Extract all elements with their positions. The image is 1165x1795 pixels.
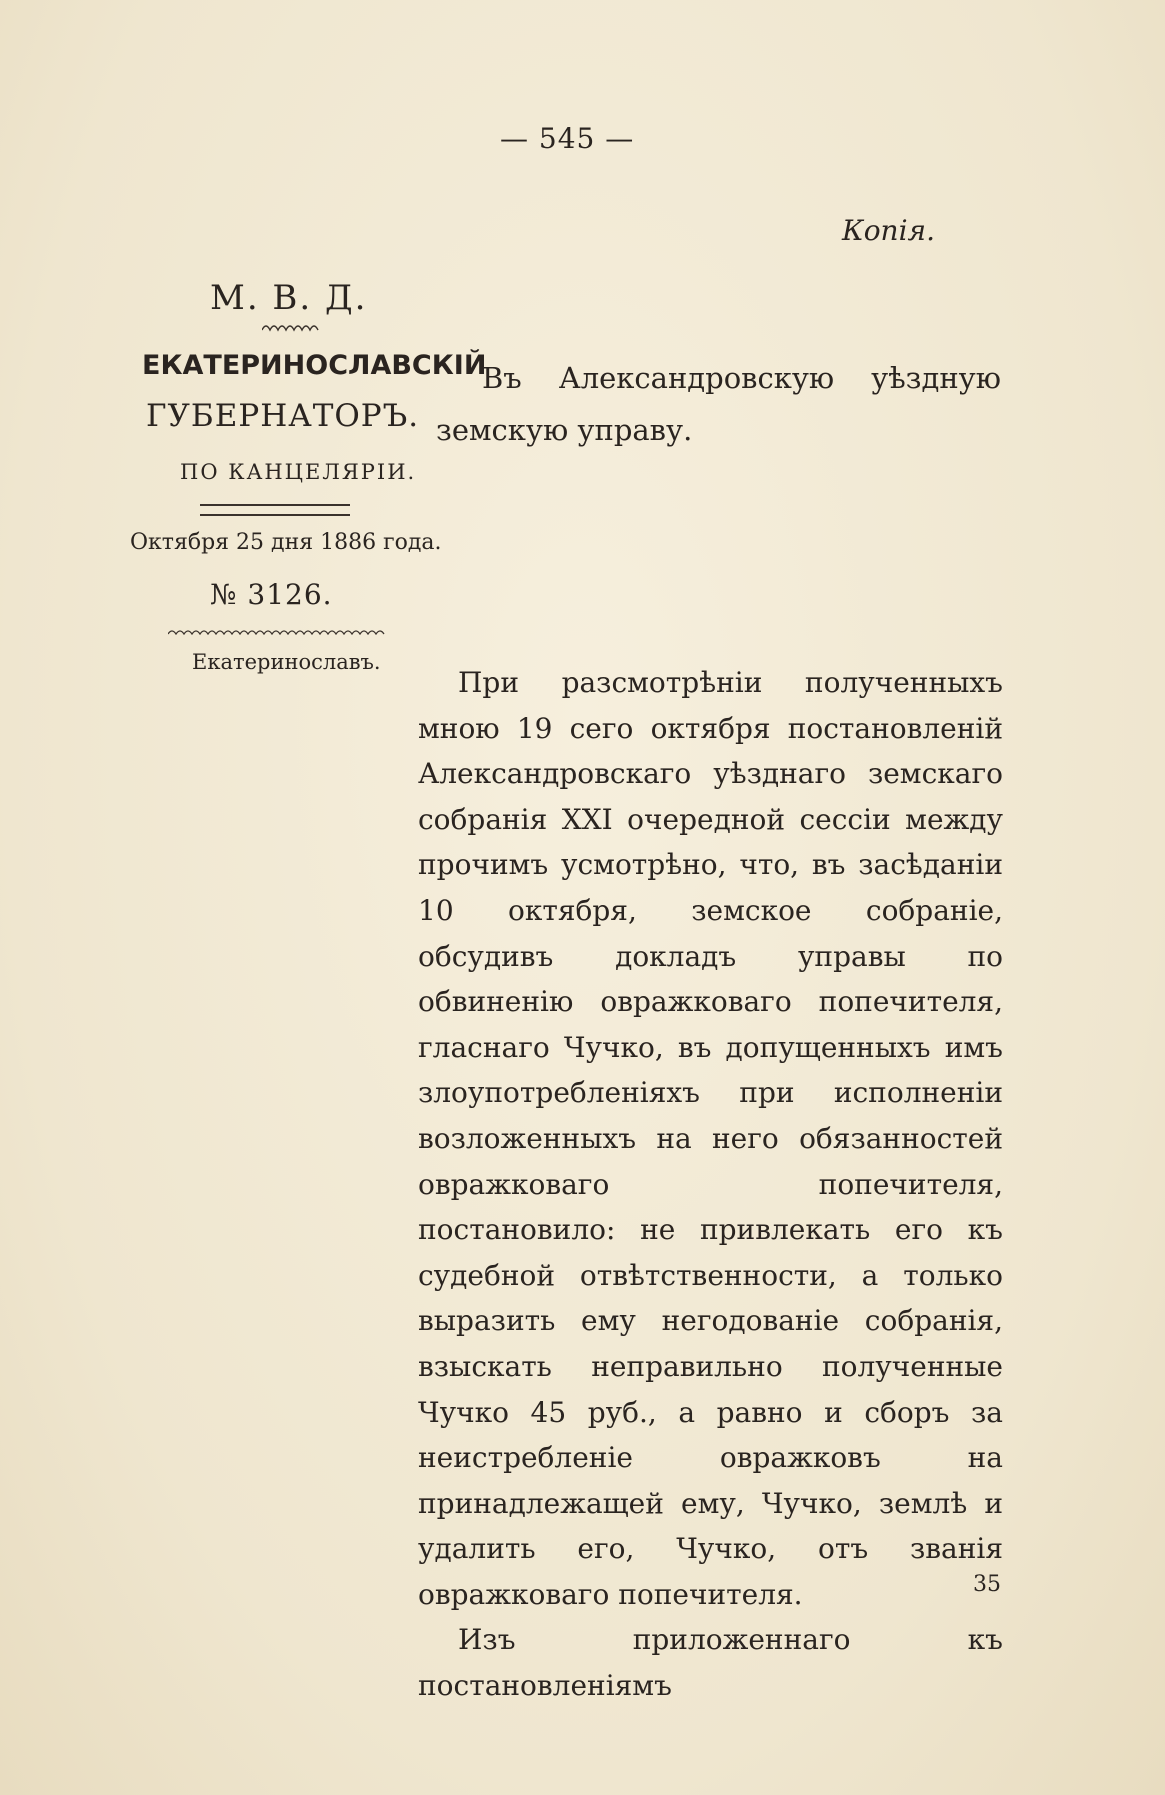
document-number: № 3126. bbox=[210, 578, 333, 611]
body-paragraph-2: Изъ приложеннаго къ постановленіямъ bbox=[418, 1623, 1003, 1703]
page-number: — 545 — bbox=[500, 122, 635, 155]
wavy-underline-ornament bbox=[262, 322, 320, 332]
copy-mark: Копія. bbox=[842, 214, 935, 247]
addressee-block bbox=[436, 352, 1001, 456]
governor-title-line2: ГУБЕРНАТОРЪ. bbox=[146, 398, 420, 434]
letter-body bbox=[418, 660, 1003, 1709]
addressee-text: Въ Александровскую уѣздную земскую управу. bbox=[436, 361, 1001, 447]
chancery-label: ПО КАНЦЕЛЯРІИ. bbox=[180, 460, 417, 484]
city-name: Екатеринославъ. bbox=[192, 650, 381, 674]
printer-signature-mark: 35 bbox=[973, 1572, 1001, 1597]
body-paragraph-1: При разсмотрѣніи полученныхъ мною 19 сего октября постановленій Александровскаго уѣзднаго земскаго собранія XXI очередной сессіи между прочимъ усмотрѣно, что, въ засѣданіи 10 октября, земское собраніе, обсудивъ докладъ управы по обвиненію овражковаго попечителя, гласнаго Чучко, въ допущенныхъ имъ злоупотребленіяхъ при исполненіи возложенныхъ на него обязанностей овражковаго попечителя, постановило: не привлекать его къ судебной отвѣтственности, а только выразить ему негодованіе собранія, взыскать неправильно полученные Чучко 45 руб., а равно и сборъ за неистребленіе овражковъ на принадлежащей ему, Чучко, землѣ и удалить его, Чучко, отъ званія овражковаго попечителя. bbox=[418, 666, 1003, 1611]
wavy-divider-ornament bbox=[168, 628, 386, 638]
ministry-abbreviation: М. В. Д. bbox=[210, 278, 368, 318]
document-date: Октября 25 дня 1886 года. bbox=[130, 530, 442, 555]
double-rule-divider bbox=[200, 504, 350, 516]
governor-title-line1: ЕКАТЕРИНОСЛАВСКІЙ bbox=[142, 350, 487, 381]
